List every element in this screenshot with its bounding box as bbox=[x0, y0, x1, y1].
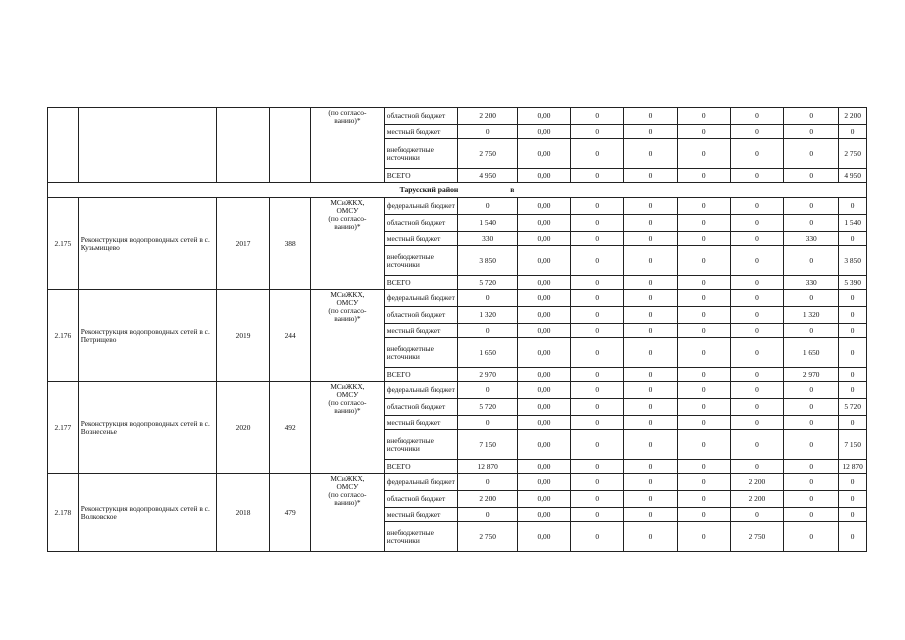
year-amount: 0 bbox=[677, 125, 730, 139]
year-amount: 0,00 bbox=[517, 169, 570, 183]
year-amount: 0,00 bbox=[517, 307, 570, 324]
funding-source: федеральный бюджет bbox=[384, 290, 458, 307]
year-amount: 2 750 bbox=[730, 522, 783, 552]
year-amount: 0,00 bbox=[517, 338, 570, 368]
year-amount: 0 bbox=[784, 508, 839, 522]
year-amount: 0,00 bbox=[517, 246, 570, 276]
funding-source: областной бюджет bbox=[384, 399, 458, 416]
year-amount: 0,00 bbox=[517, 139, 570, 169]
year-amount: 0 bbox=[677, 368, 730, 382]
document-page bbox=[47, 107, 867, 552]
project-year: 2017 bbox=[216, 198, 269, 290]
year-amount: 0 bbox=[839, 382, 867, 399]
year-amount: 0 bbox=[677, 246, 730, 276]
year-amount: 0 bbox=[839, 491, 867, 508]
year-amount: 0 bbox=[571, 491, 624, 508]
year-amount: 0,00 bbox=[517, 125, 570, 139]
project-name: Реконструкция водопроводных сетей в с. Кузьмищево bbox=[78, 198, 216, 290]
year-amount: 0 bbox=[677, 522, 730, 552]
year-amount: 0 bbox=[730, 338, 783, 368]
year-amount: 0 bbox=[730, 307, 783, 324]
program-table bbox=[47, 107, 867, 552]
total-amount: 5 720 bbox=[458, 399, 517, 416]
year-amount: 0 bbox=[571, 276, 624, 290]
year-amount: 0 bbox=[839, 290, 867, 307]
year-amount: 0 bbox=[730, 399, 783, 416]
executor: (по согласо- ванию)* bbox=[311, 108, 385, 183]
year-amount: 0 bbox=[677, 307, 730, 324]
year-amount: 0 bbox=[730, 276, 783, 290]
project-number bbox=[48, 108, 79, 183]
total-amount: 12 870 bbox=[458, 460, 517, 474]
year-amount: 0,00 bbox=[517, 491, 570, 508]
year-amount: 0 bbox=[730, 232, 783, 246]
funding-source: федеральный бюджет bbox=[384, 382, 458, 399]
total-amount: 2 750 bbox=[458, 139, 517, 169]
project-value bbox=[270, 108, 311, 183]
year-amount: 0 bbox=[624, 368, 677, 382]
project-number: 2.175 bbox=[48, 198, 79, 290]
total-amount: 4 950 bbox=[458, 169, 517, 183]
year-amount: 0 bbox=[677, 338, 730, 368]
year-amount: 0 bbox=[677, 108, 730, 125]
year-amount: 2 200 bbox=[730, 491, 783, 508]
funding-source: местный бюджет bbox=[384, 232, 458, 246]
total-amount: 1 650 bbox=[458, 338, 517, 368]
year-amount: 0 bbox=[730, 139, 783, 169]
year-amount: 0 bbox=[784, 246, 839, 276]
year-amount: 0 bbox=[730, 290, 783, 307]
year-amount: 0 bbox=[624, 491, 677, 508]
total-amount: 0 bbox=[458, 198, 517, 215]
year-amount: 0 bbox=[624, 276, 677, 290]
project-value: 479 bbox=[270, 474, 311, 552]
total-amount: 0 bbox=[458, 416, 517, 430]
funding-source: местный бюджет bbox=[384, 416, 458, 430]
year-amount: 0 bbox=[730, 324, 783, 338]
year-amount: 0 bbox=[571, 198, 624, 215]
year-amount: 0 bbox=[571, 215, 624, 232]
year-amount: 0 bbox=[624, 290, 677, 307]
year-amount: 0 bbox=[571, 416, 624, 430]
district-mark: в bbox=[510, 185, 515, 194]
funding-source: внебюджетные источники bbox=[384, 139, 458, 169]
year-amount: 0 bbox=[571, 399, 624, 416]
year-amount: 0 bbox=[624, 474, 677, 491]
year-amount: 0 bbox=[730, 508, 783, 522]
total-amount: 0 bbox=[458, 382, 517, 399]
year-amount: 0 bbox=[730, 215, 783, 232]
funding-source: местный бюджет bbox=[384, 324, 458, 338]
year-amount: 0 bbox=[677, 139, 730, 169]
table-row bbox=[48, 474, 867, 491]
total-amount: 0 bbox=[458, 125, 517, 139]
year-amount: 0 bbox=[839, 474, 867, 491]
year-amount: 0 bbox=[784, 491, 839, 508]
year-amount: 0 bbox=[677, 399, 730, 416]
project-year: 2018 bbox=[216, 474, 269, 552]
year-amount: 0 bbox=[784, 522, 839, 552]
funding-source: областной бюджет bbox=[384, 215, 458, 232]
year-amount: 0,00 bbox=[517, 399, 570, 416]
year-amount: 0,00 bbox=[517, 416, 570, 430]
year-amount: 0 bbox=[730, 169, 783, 183]
year-amount: 12 870 bbox=[839, 460, 867, 474]
year-amount: 4 950 bbox=[839, 169, 867, 183]
funding-source: ВСЕГО bbox=[384, 169, 458, 183]
year-amount: 0 bbox=[784, 474, 839, 491]
year-amount: 0 bbox=[677, 198, 730, 215]
funding-source: ВСЕГО bbox=[384, 368, 458, 382]
year-amount: 0 bbox=[677, 276, 730, 290]
project-number: 2.177 bbox=[48, 382, 79, 474]
year-amount: 0 bbox=[677, 416, 730, 430]
year-amount: 1 540 bbox=[839, 215, 867, 232]
year-amount: 0,00 bbox=[517, 198, 570, 215]
year-amount: 0,00 bbox=[517, 382, 570, 399]
project-number: 2.178 bbox=[48, 474, 79, 552]
year-amount: 0 bbox=[784, 169, 839, 183]
year-amount: 0 bbox=[571, 232, 624, 246]
funding-source: областной бюджет bbox=[384, 108, 458, 125]
year-amount: 0 bbox=[677, 491, 730, 508]
year-amount: 0 bbox=[839, 232, 867, 246]
year-amount: 0 bbox=[784, 198, 839, 215]
year-amount: 0 bbox=[624, 125, 677, 139]
executor: МСиЖКХ, ОМСУ (по согласо- ванию)* bbox=[311, 382, 385, 474]
total-amount: 1 540 bbox=[458, 215, 517, 232]
year-amount: 0 bbox=[730, 460, 783, 474]
year-amount: 0 bbox=[571, 522, 624, 552]
year-amount: 0 bbox=[730, 108, 783, 125]
year-amount: 0 bbox=[784, 460, 839, 474]
year-amount: 0 bbox=[677, 290, 730, 307]
year-amount: 0 bbox=[624, 198, 677, 215]
year-amount: 0,00 bbox=[517, 508, 570, 522]
funding-source: ВСЕГО bbox=[384, 276, 458, 290]
total-amount: 2 200 bbox=[458, 108, 517, 125]
year-amount: 0 bbox=[677, 215, 730, 232]
year-amount: 0 bbox=[784, 290, 839, 307]
table-row bbox=[48, 290, 867, 307]
project-name bbox=[78, 108, 216, 183]
funding-source: внебюджетные источники bbox=[384, 522, 458, 552]
year-amount: 0 bbox=[730, 198, 783, 215]
year-amount: 330 bbox=[784, 276, 839, 290]
year-amount: 0,00 bbox=[517, 324, 570, 338]
year-amount: 2 750 bbox=[839, 139, 867, 169]
year-amount: 0 bbox=[784, 430, 839, 460]
year-amount: 0 bbox=[571, 474, 624, 491]
year-amount: 0,00 bbox=[517, 474, 570, 491]
total-amount: 2 750 bbox=[458, 522, 517, 552]
year-amount: 0 bbox=[624, 399, 677, 416]
year-amount: 0 bbox=[839, 324, 867, 338]
year-amount: 0 bbox=[730, 382, 783, 399]
year-amount: 2 970 bbox=[784, 368, 839, 382]
funding-source: областной бюджет bbox=[384, 491, 458, 508]
year-amount: 0 bbox=[784, 382, 839, 399]
year-amount: 0 bbox=[624, 232, 677, 246]
year-amount: 0 bbox=[784, 324, 839, 338]
year-amount: 1 320 bbox=[784, 307, 839, 324]
year-amount: 3 850 bbox=[839, 246, 867, 276]
year-amount: 0 bbox=[784, 399, 839, 416]
table-row bbox=[48, 108, 867, 125]
year-amount: 0 bbox=[571, 460, 624, 474]
year-amount: 0 bbox=[730, 125, 783, 139]
year-amount: 0 bbox=[624, 430, 677, 460]
year-amount: 0 bbox=[839, 307, 867, 324]
year-amount: 2 200 bbox=[730, 474, 783, 491]
year-amount: 0,00 bbox=[517, 215, 570, 232]
funding-source: внебюджетные источники bbox=[384, 338, 458, 368]
district-header-row bbox=[48, 183, 867, 198]
project-year bbox=[216, 108, 269, 183]
executor: МСиЖКХ, ОМСУ (по согласо- ванию)* bbox=[311, 474, 385, 552]
year-amount: 0,00 bbox=[517, 232, 570, 246]
year-amount: 0 bbox=[624, 416, 677, 430]
year-amount: 0 bbox=[624, 246, 677, 276]
year-amount: 0 bbox=[784, 215, 839, 232]
year-amount: 0,00 bbox=[517, 430, 570, 460]
year-amount: 0 bbox=[677, 430, 730, 460]
year-amount: 0,00 bbox=[517, 108, 570, 125]
year-amount: 0 bbox=[571, 108, 624, 125]
year-amount: 5 390 bbox=[839, 276, 867, 290]
year-amount: 0 bbox=[677, 474, 730, 491]
total-amount: 7 150 bbox=[458, 430, 517, 460]
total-amount: 3 850 bbox=[458, 246, 517, 276]
year-amount: 0 bbox=[677, 382, 730, 399]
year-amount: 0 bbox=[624, 215, 677, 232]
project-value: 388 bbox=[270, 198, 311, 290]
project-value: 492 bbox=[270, 382, 311, 474]
year-amount: 0 bbox=[730, 368, 783, 382]
year-amount: 0 bbox=[624, 382, 677, 399]
total-amount: 2 200 bbox=[458, 491, 517, 508]
funding-source: местный бюджет bbox=[384, 508, 458, 522]
project-year: 2020 bbox=[216, 382, 269, 474]
year-amount: 0 bbox=[624, 169, 677, 183]
year-amount: 0 bbox=[571, 338, 624, 368]
year-amount: 0 bbox=[571, 139, 624, 169]
year-amount: 0 bbox=[624, 108, 677, 125]
year-amount: 0,00 bbox=[517, 522, 570, 552]
funding-source: ВСЕГО bbox=[384, 460, 458, 474]
year-amount: 0 bbox=[677, 508, 730, 522]
year-amount: 0 bbox=[677, 324, 730, 338]
total-amount: 0 bbox=[458, 474, 517, 491]
project-name: Реконструкция водопроводных сетей в с. Вознесенье bbox=[78, 382, 216, 474]
year-amount: 0,00 bbox=[517, 276, 570, 290]
year-amount: 7 150 bbox=[839, 430, 867, 460]
year-amount: 0 bbox=[624, 460, 677, 474]
total-amount: 0 bbox=[458, 290, 517, 307]
year-amount: 0 bbox=[730, 430, 783, 460]
year-amount: 0 bbox=[784, 416, 839, 430]
project-value: 244 bbox=[270, 290, 311, 382]
year-amount: 0 bbox=[839, 338, 867, 368]
total-amount: 1 320 bbox=[458, 307, 517, 324]
year-amount: 0 bbox=[839, 198, 867, 215]
project-year: 2019 bbox=[216, 290, 269, 382]
total-amount: 0 bbox=[458, 324, 517, 338]
funding-source: федеральный бюджет bbox=[384, 198, 458, 215]
year-amount: 5 720 bbox=[839, 399, 867, 416]
funding-source: внебюджетные источники bbox=[384, 246, 458, 276]
year-amount: 1 650 bbox=[784, 338, 839, 368]
district-name: Тарусский район bbox=[399, 185, 459, 194]
year-amount: 0,00 bbox=[517, 368, 570, 382]
year-amount: 0 bbox=[624, 338, 677, 368]
year-amount: 0 bbox=[677, 232, 730, 246]
total-amount: 2 970 bbox=[458, 368, 517, 382]
table-body bbox=[48, 108, 867, 552]
funding-source: федеральный бюджет bbox=[384, 474, 458, 491]
year-amount: 0 bbox=[677, 460, 730, 474]
district-title bbox=[48, 183, 867, 198]
year-amount: 0 bbox=[624, 307, 677, 324]
year-amount: 0,00 bbox=[517, 290, 570, 307]
year-amount: 0 bbox=[624, 522, 677, 552]
project-name: Реконструкция водопроводных сетей в с. Петрищево bbox=[78, 290, 216, 382]
year-amount: 0 bbox=[784, 125, 839, 139]
year-amount: 0 bbox=[571, 508, 624, 522]
year-amount: 0 bbox=[839, 368, 867, 382]
year-amount: 0 bbox=[839, 508, 867, 522]
year-amount: 0 bbox=[624, 139, 677, 169]
year-amount: 0 bbox=[624, 324, 677, 338]
year-amount: 0 bbox=[571, 246, 624, 276]
year-amount: 0 bbox=[571, 324, 624, 338]
year-amount: 0 bbox=[571, 382, 624, 399]
year-amount: 0 bbox=[571, 430, 624, 460]
year-amount: 0 bbox=[571, 290, 624, 307]
year-amount: 0 bbox=[784, 139, 839, 169]
funding-source: областной бюджет bbox=[384, 307, 458, 324]
executor: МСиЖКХ, ОМСУ (по согласо- ванию)* bbox=[311, 198, 385, 290]
year-amount: 0 bbox=[571, 307, 624, 324]
year-amount: 0 bbox=[571, 368, 624, 382]
project-name: Реконструкция водопроводных сетей в с. Волковское bbox=[78, 474, 216, 552]
project-number: 2.176 bbox=[48, 290, 79, 382]
year-amount: 0 bbox=[571, 125, 624, 139]
year-amount: 330 bbox=[784, 232, 839, 246]
year-amount: 0 bbox=[730, 416, 783, 430]
year-amount: 0 bbox=[784, 108, 839, 125]
total-amount: 330 bbox=[458, 232, 517, 246]
year-amount: 0 bbox=[624, 508, 677, 522]
year-amount: 0 bbox=[730, 246, 783, 276]
funding-source: внебюджетные источники bbox=[384, 430, 458, 460]
total-amount: 5 720 bbox=[458, 276, 517, 290]
table-row bbox=[48, 198, 867, 215]
year-amount: 0 bbox=[571, 169, 624, 183]
year-amount: 0,00 bbox=[517, 460, 570, 474]
year-amount: 0 bbox=[839, 125, 867, 139]
year-amount: 0 bbox=[839, 522, 867, 552]
executor: МСиЖКХ, ОМСУ (по согласо- ванию)* bbox=[311, 290, 385, 382]
year-amount: 0 bbox=[839, 416, 867, 430]
year-amount: 2 200 bbox=[839, 108, 867, 125]
table-row bbox=[48, 382, 867, 399]
funding-source: местный бюджет bbox=[384, 125, 458, 139]
year-amount: 0 bbox=[677, 169, 730, 183]
total-amount: 0 bbox=[458, 508, 517, 522]
